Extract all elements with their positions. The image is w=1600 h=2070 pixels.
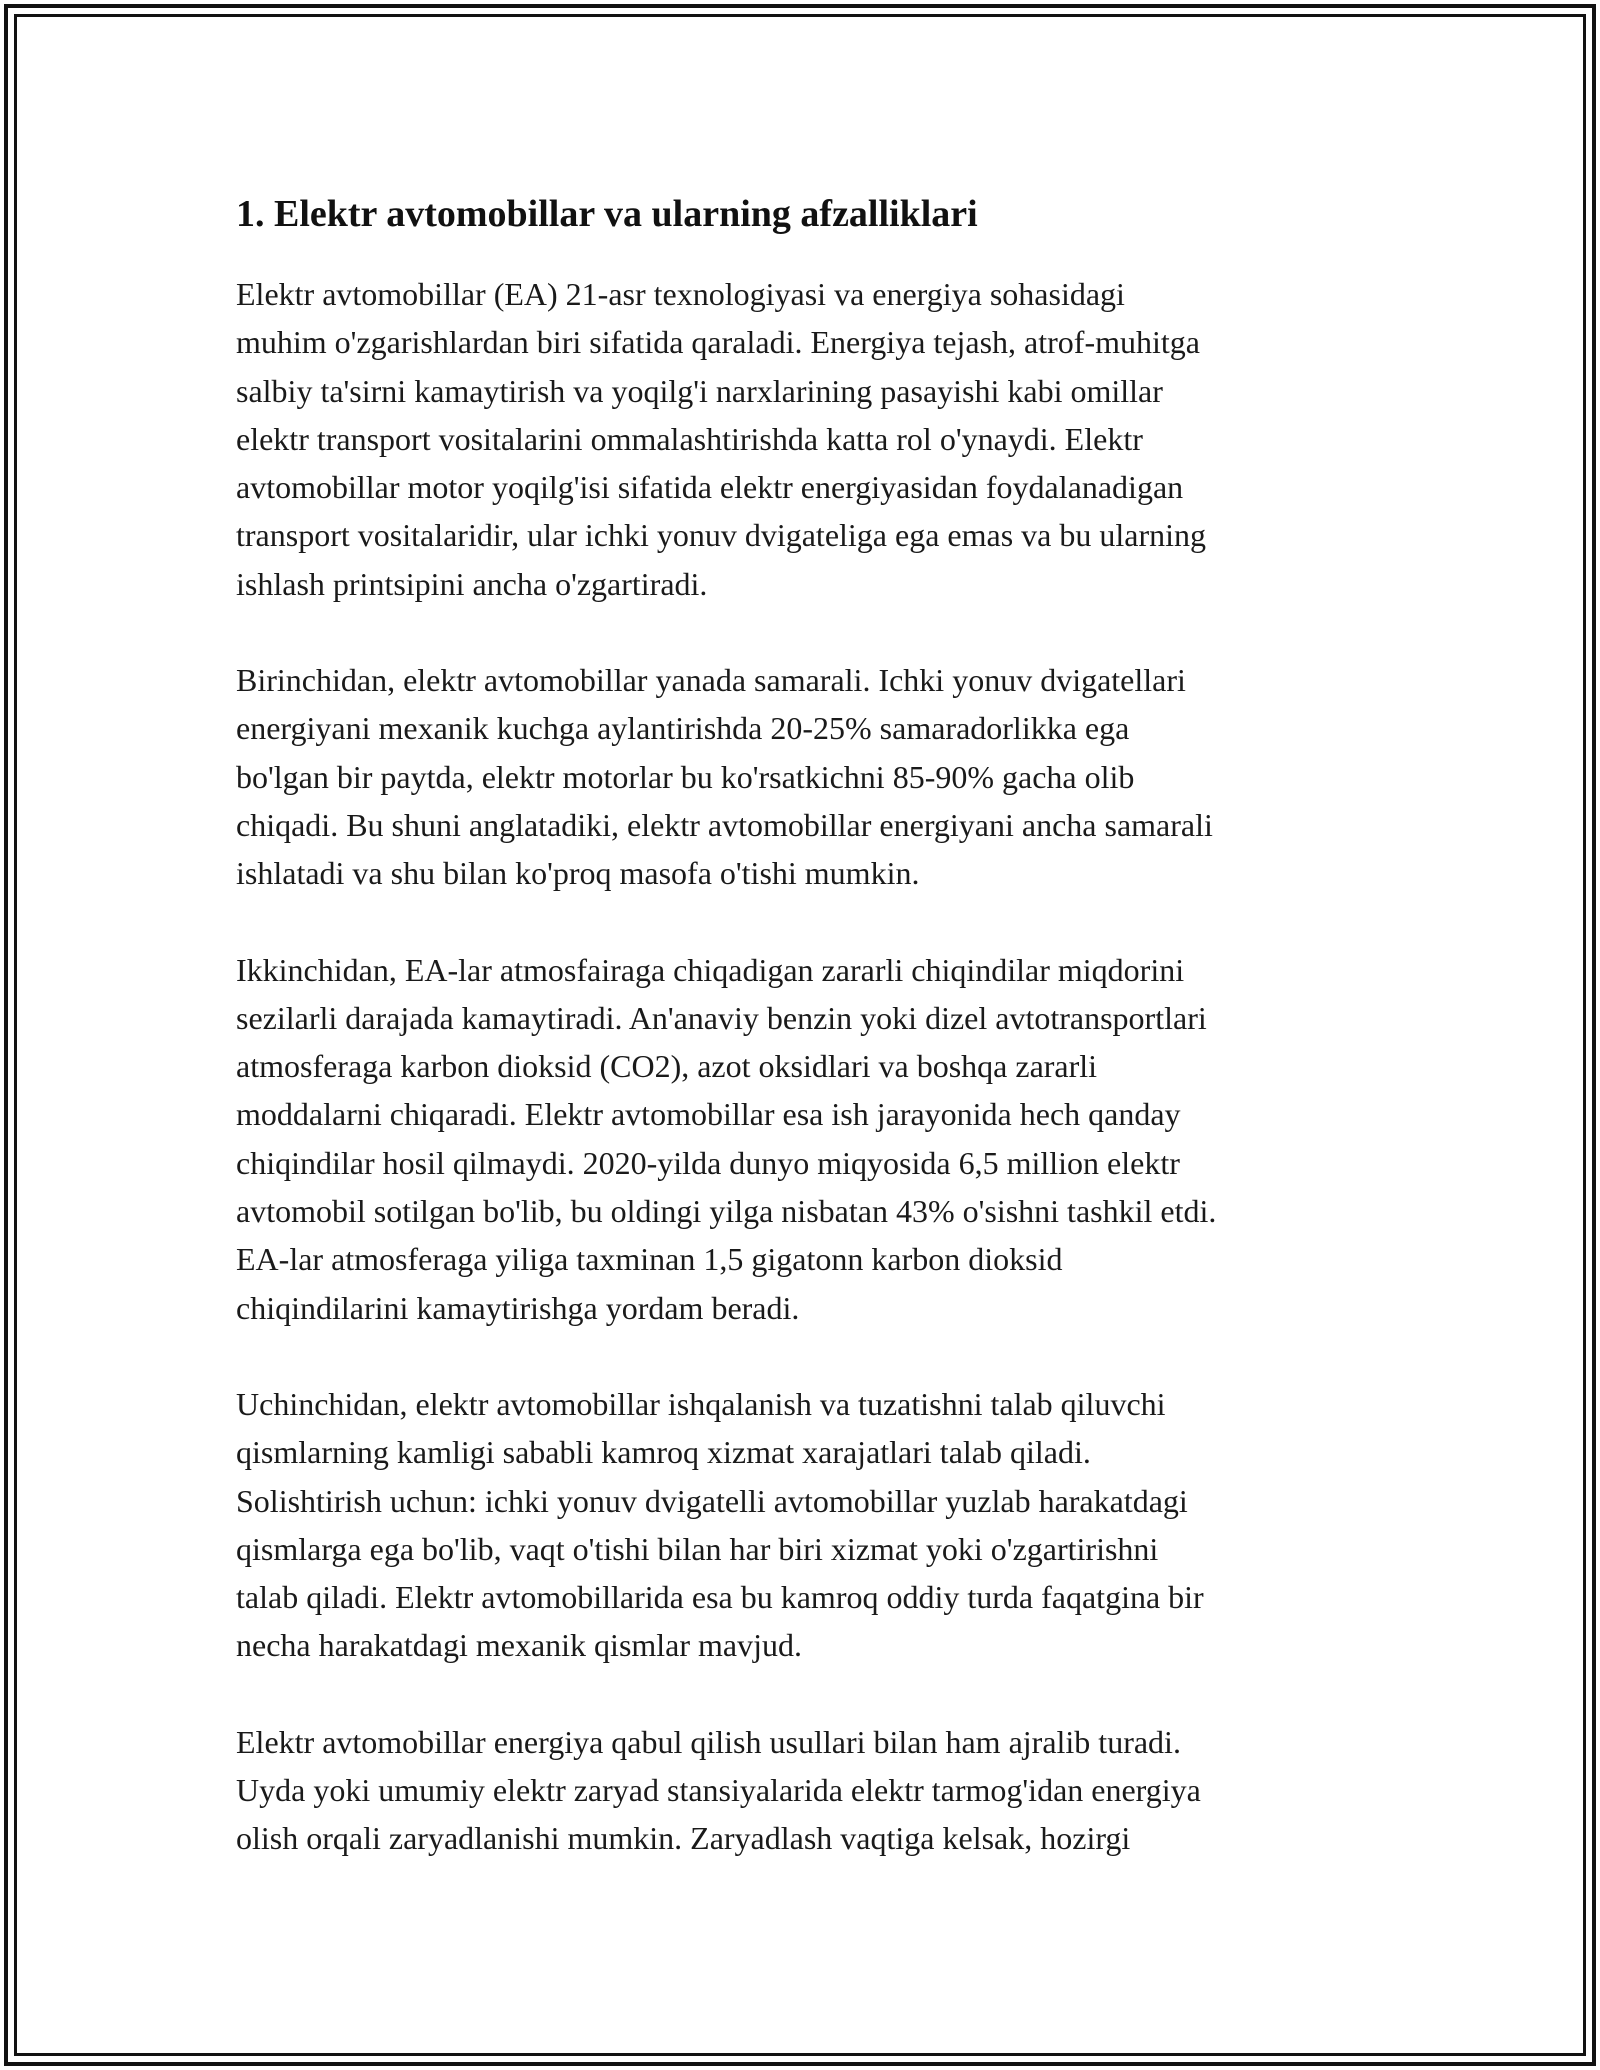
paragraph-charging: Elektr avtomobillar energiya qabul qilish usullari bilan ham ajralib turadi. Uyda yoki umumiy elektr zaryad stansiyalarida elektr tarmog'idan energiya olish orqali zaryadlanishi mumkin. Zaryadlash vaqtiga kelsak, hozirgi xyxy=(236,1723,1201,1857)
paragraph-intro: Elektr avtomobillar (EA) 21-asr texnologiyasi va energiya sohasidagi muhim o'zgarishlardan biri sifatida qaraladi. Energiya tejash, atrof-muhitga salbiy ta'sirni kamaytirish va yoqilg'i narxlarining pasayishi kabi omillar elektr transport vositalarini ommalashtirishda katta rol o'ynaydi. Elektr avtomobillar motor yoqilg'isi sifatida elektr energiyasidan foydalanadigan transport vositalaridir, ular ichki yonuv dvigateliga ega emas va bu ularning ishlash printsipini ancha o'zgartiradi. xyxy=(236,276,1206,602)
paragraph-second-advantage: Ikkinchidan, EA-lar atmosfairaga chiqadigan zararli chiqindilar miqdorini sezilarli darajada kamaytiradi. An'anaviy benzin yoki dizel avtotransportlari atmosferaga karbon dioksid (CO2), azot oksidlari va boshqa zararli moddalarni chiqaradi. Elektr avtomobillar esa ish jarayonida hech qanday chiqindilar hosil qilmaydi. 2020-yilda dunyo miqyosida 6,5 million elektr avtomobil sotilgan bo'lib, bu oldingi yilga nisbatan 43% o'sishni tashkil etdi. EA-lar atmosferaga yiliga taxminan 1,5 gigatonn karbon dioksid chiqindilarini kamaytirishga yordam beradi. xyxy=(236,951,1217,1326)
paragraph-third-advantage: Uchinchidan, elektr avtomobillar ishqalanish va tuzatishni talab qiluvchi qismlarning kamligi sababli kamroq xizmat xarajatlari talab qiladi. Solishtirish uchun: ichki yonuv dvigatelli avtomobillar yuzlab harakatdagi qismlarga ega bo'lib, vaqt o'tishi bilan har biri xizmat yoki o'zgartirishni talab qiladi. Elektr avtomobillarida esa bu kamroq oddiy turda faqatgina bir necha harakatdagi mexanik qismlar mavjud. xyxy=(236,1385,1204,1664)
section-heading: 1. Elektr avtomobillar va ularning afzalliklari xyxy=(236,193,978,235)
paragraph-first-advantage: Birinchidan, elektr avtomobillar yanada samarali. Ichki yonuv dvigatellari energiyani mexanik kuchga aylantirishda 20-25% samaradorlikka ega bo'lgan bir paytda, elektr motorlar bu ko'rsatkichni 85-90% gacha olib chiqadi. Bu shuni anglatadiki, elektr avtomobillar energiyani ancha samarali ishlatadi va shu bilan ko'proq masofa o'tishi mumkin. xyxy=(236,662,1213,892)
document-body xyxy=(236,188,1366,1911)
